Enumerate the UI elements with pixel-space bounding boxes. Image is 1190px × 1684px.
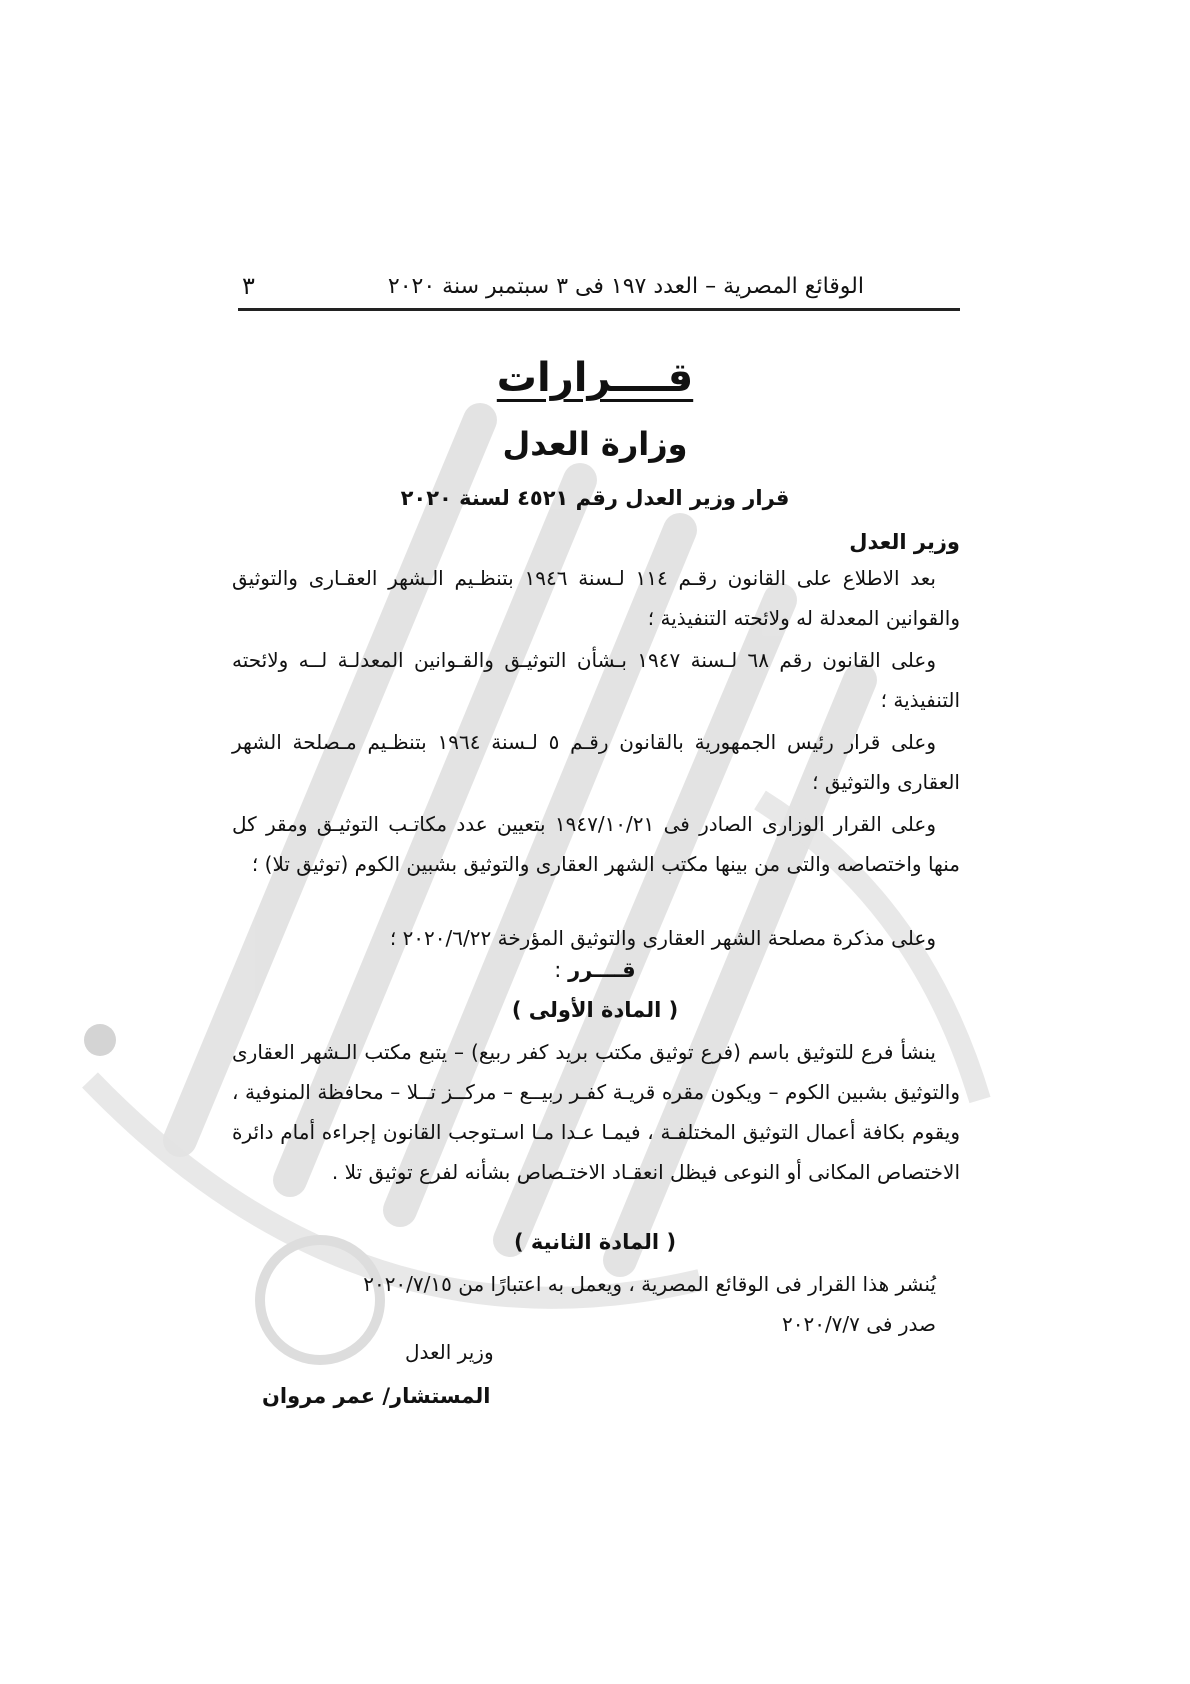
signature-title: وزير العدل (405, 1340, 494, 1364)
gazette-header (238, 268, 960, 311)
gazette-issue-title: الوقائع المصرية – العدد ١٩٧ فى ٣ سبتمبر سنة ٢٠٢٠ (387, 274, 864, 299)
signature-name: المستشار/ عمر مروان (262, 1384, 491, 1408)
article-2-heading: ( المادة الثانية ) (513, 1230, 677, 1254)
preamble-paragraph-1: بعد الاطلاع على القانون رقـم ١١٤ لـسنة ١٩٤٦ بتنظـيم الـشهر العقـارى والتوثيق والقوانين المعدلة له ولائحته التنفيذية ؛ (232, 566, 960, 630)
page-number: ٣ (242, 272, 255, 300)
decree-number: قرار وزير العدل رقم ٤٥٢١ لسنة ٢٠٢٠ (400, 486, 790, 510)
decided-heading: قــــرر : (554, 958, 636, 982)
article-1-heading: ( المادة الأولى ) (511, 998, 679, 1022)
article-1-text: ينشأ فرع للتوثيق باسم (فرع توثيق مكتب بريد كفر ربيع) – يتبع مكتب الـشهر العقارى والتوثيق بشبين الكوم – ويكون مقره قريـة كفـر ربيــع – مركــز تــلا – محافظة المنوفية ، ويقوم بكافة أعمال التوثيق المختلفـة ، فيمـا عـدا مـا اسـتوجب القانون إجراءه أمام دائرة الاختصاص المكانى أو النوعى فيظل انعقـاد الاختـصاص بشأنه لفرع توثيق تلا . (232, 1040, 960, 1184)
issue-date: صدر فى ٢٠٢٠/٧/٧ (781, 1312, 936, 1336)
preamble-paragraph-5: وعلى مذكرة مصلحة الشهر العقارى والتوثيق المؤرخة ٢٠٢٠/٦/٢٢ ؛ (389, 926, 936, 950)
preamble-paragraph-2: وعلى القانون رقم ٦٨ لـسنة ١٩٤٧ بـشأن التوثيـق والقـوانين المعدلـة لــه ولائحته التنفيذية ؛ (232, 648, 960, 712)
section-title: قــــرارات (496, 355, 694, 401)
preamble-paragraph-3: وعلى قرار رئيس الجمهورية بالقانون رقـم ٥ لـسنة ١٩٦٤ بتنظـيم مـصلحة الشهر العقارى والتوثيق ؛ (232, 730, 960, 794)
ministry-name: وزارة العدل (502, 425, 688, 463)
issuer-heading: وزير العدل (849, 530, 960, 554)
article-2-text: يُنشر هذا القرار فى الوقائع المصرية ، ويعمل به اعتبارًا من ٢٠٢٠/٧/١٥ (363, 1272, 936, 1296)
preamble-paragraph-4: وعلى القرار الوزارى الصادر فى ١٩٤٧/١٠/٢١ بتعيين عدد مكاتـب التوثيـق ومقر كل منها واختصاصه والتى من بينها مكتب الشهر العقارى والتوثيق بشبين الكوم (توثيق تلا) ؛ (232, 812, 960, 876)
